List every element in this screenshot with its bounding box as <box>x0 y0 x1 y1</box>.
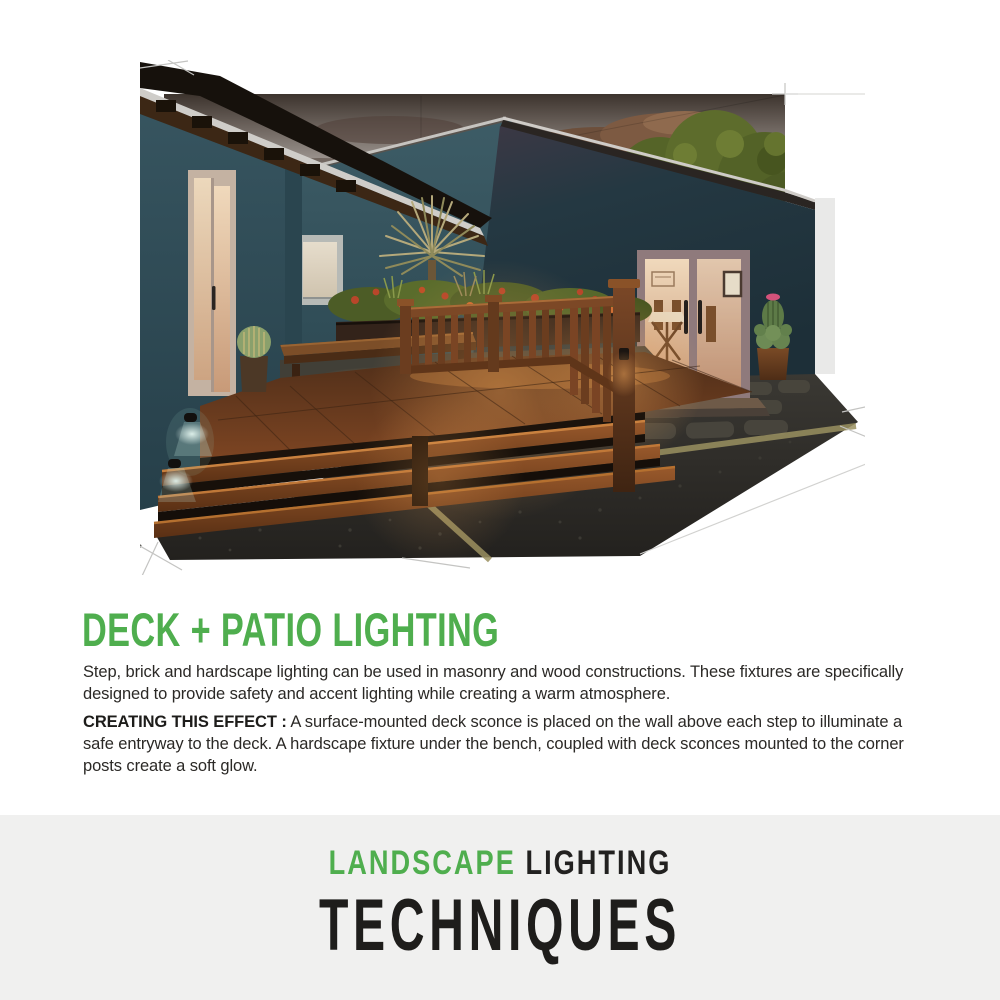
section-heading: DECK + PATIO LIGHTING <box>82 603 500 656</box>
step-sconce-upper <box>184 413 197 422</box>
deck-cactus-pot <box>237 326 271 392</box>
page-edge-shadow <box>815 198 835 374</box>
effect-label: CREATING THIS EFFECT : <box>83 713 287 731</box>
footer-title: TECHNIQUES <box>318 885 682 966</box>
effect-paragraph <box>83 712 921 777</box>
brand-landscape: LANDSCAPE <box>328 844 516 882</box>
door-handle-right <box>698 300 702 334</box>
brand-lighting: LIGHTING <box>525 844 672 882</box>
post-sconce-glow <box>607 351 641 397</box>
deck-patio-illustration <box>140 60 865 575</box>
door-handle <box>212 286 216 310</box>
footer-banner <box>0 815 1000 1000</box>
sliding-glass-door <box>188 170 236 396</box>
effect-text: A surface-mounted deck sconce is placed on the wall above each step to illuminate a safe entryway to the deck. A hardscape fixture under the bench, coupled with deck sconces mounted to the corner posts create a soft glow. <box>83 713 904 775</box>
picture-frame <box>724 272 741 296</box>
step-sconce-lower <box>168 459 181 468</box>
cactus-flower <box>766 294 780 301</box>
brand-line <box>100 846 900 880</box>
intro-paragraph: Step, brick and hardscape lighting can be used in masonry and wood constructions. These fixtures are specifically designed to provide safety and accent lighting while creating a warm atmosphere. <box>83 663 904 703</box>
